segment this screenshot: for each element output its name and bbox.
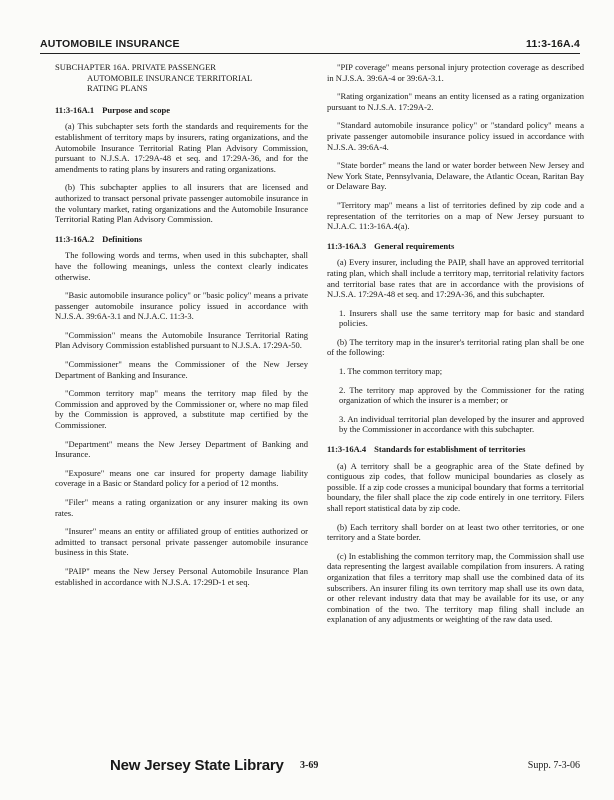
header-rule [40, 53, 580, 54]
definition: "PAIP" means the New Jersey Personal Automobile Insurance Plan established in accordance with N.J.S.A. 17:29D-1 et seq. [55, 565, 308, 587]
section-number: 11:3-16A.1 [55, 104, 95, 115]
list-item: 3. An individual territorial plan developed by the insurer and approved by the Commissioner in accordance with this subchapter. [339, 413, 584, 435]
page-footer [0, 757, 614, 787]
section-title: General requirements [374, 240, 455, 251]
definition: "Filer" means a rating organization or any insurer making its own rates. [55, 497, 308, 518]
running-header [40, 38, 580, 50]
section-title: Purpose and scope [102, 104, 171, 115]
subchapter-title-line1: SUBCHAPTER 16A. PRIVATE PASSENGER [55, 62, 217, 72]
left-column [55, 62, 308, 595]
library-watermark: New Jersey State Library [110, 757, 284, 774]
list-item: 1. Insurers shall use the same territory map for basic and standard policies. [339, 307, 584, 329]
page-number: 3-69 [300, 760, 319, 771]
definition: "Commission" means the Automobile Insurance Territorial Rating Plan Advisory Commission established pursuant to N.J.S.A. 17:29A-50. [55, 329, 308, 351]
paragraph: (a) This subchapter sets forth the standards and requirements for the establishment of territory maps by insurers, rating organizations, and the Automobile Insurance Territorial Rating Plan Advisory Commission, pursuant to N.J.S.A. 17:29A-48 et seq. and 17:29A-36, and for the amendments to rating plans by insurers and rating organizations. [55, 121, 308, 174]
section-title: Standards for establishment of territories [374, 444, 526, 455]
paragraph: (b) Each territory shall border on at least two other territories, or one territory and a State border. [327, 521, 584, 543]
paragraph: (a) A territory shall be a geographic area of the State defined by contiguous zip codes, that follow municipal boundaries as closely as possible. If a zip code crosses a municipal boundary that forms a territorial boundary, the filer shall place the zip code entirely in one territory. Filers shall report statistical data by zip code. [327, 460, 584, 513]
definition: "Exposure" means one car insured for property damage liability coverage in a Basic or Standard policy for a period of 12 months. [55, 467, 308, 489]
paragraph: The following words and terms, when used in this subchapter, shall have the following meanings, unless the context clearly indicates otherwise. [55, 250, 308, 282]
header-chapter-title: AUTOMOBILE INSURANCE [40, 38, 180, 50]
definition: "Commissioner" means the Commissioner of the New Jersey Department of Banking and Insurance. [55, 359, 308, 380]
definition: "PIP coverage" means personal injury protection coverage as described in N.J.S.A. 39:6A-4 or 39:6A-3.1. [327, 62, 584, 83]
definition: "Standard automobile insurance policy" or "standard policy" means a private passenger automobile insurance policy issued in accordance with N.J.S.A. 39:6A-4. [327, 120, 584, 152]
definition: "Department" means the New Jersey Department of Banking and Insurance. [55, 438, 308, 460]
section-number: 11:3-16A.3 [327, 240, 367, 251]
section-heading-purpose [55, 105, 308, 116]
paragraph: (b) This subchapter applies to all insurers that are licensed and authorized to transact personal private passenger automobile insurance in the voluntary market, rating organizations and the Automobile Insurance Territorial Rating Plan Advisory Commission. [55, 182, 308, 225]
definition: "Common territory map" means the territory map filed by the Commission and approved by the Commissioner or, where no map filed by the Commission is approved, a substitute map certified by the Commissioner. [55, 388, 308, 431]
right-column [327, 62, 584, 633]
section-heading-definitions [55, 234, 308, 245]
section-heading-general-requirements [327, 241, 584, 252]
definition: "Insurer" means an entity or affiliated group of entities authorized or admitted to transact personal private passenger automobile insurance business in this State. [55, 526, 308, 558]
header-section-number: 11:3-16A.4 [526, 38, 580, 50]
paragraph: (b) The territory map in the insurer's territorial rating plan shall be one of the following: [327, 336, 584, 358]
section-title: Definitions [102, 233, 143, 244]
section-number: 11:3-16A.4 [327, 444, 367, 455]
definition: "State border" means the land or water border between New Jersey and New York State, Pennsylvania, Delaware, the Atlantic Ocean, Raritan Bay or Delaware Bay. [327, 160, 584, 192]
list-item: 1. The common territory map; [339, 366, 443, 377]
section-heading-standards [327, 444, 584, 455]
supplement-date: Supp. 7-3-06 [527, 760, 580, 771]
subchapter-title-line3: RATING PLANS [87, 83, 148, 94]
subchapter-title [55, 62, 308, 94]
definition: "Territory map" means a list of territories defined by zip code and a representation of the territories on a map of New Jersey pursuant to N.J.A.C. 11:3-16A.4(a). [327, 199, 584, 232]
definition: "Basic automobile insurance policy" or "basic policy" means a private passenger automobile insurance policy issued in accordance with N.J.S.A. 39:6A-3.1 and N.J.A.C. 11:3-3. [55, 290, 308, 322]
subchapter-title-line2: AUTOMOBILE INSURANCE TERRITORIAL [87, 72, 253, 83]
paragraph: (a) Every insurer, including the PAIP, shall have an approved territorial rating plan, which shall include a territory map, territorial relativity factors and territorial base rates that are in accordance with the provisions of N.J.S.A. 17:29A-48 et seq. and 17:29A-36, and this subchapter. [327, 257, 584, 300]
paragraph: (c) In establishing the common territory map, the Commission shall use data representing the largest available compilation from insurers. A rating organization that files a territory map shall use the combined data of its subscribers. An insurer filing its own territory map shall use its own data, or other relevant industry data that may be available for its use, or any combination of the two. The territory map filing shall include an explanation of any adjustments or weighting of the raw data used. [327, 550, 584, 625]
definition: "Rating organization" means an entity licensed as a rating organization pursuant to N.J.S.A. 17:29A-2. [327, 91, 584, 112]
list-item: 2. The territory map approved by the Commissioner for the rating organization of which the insurer is a member; or [339, 384, 584, 406]
section-number: 11:3-16A.2 [55, 233, 95, 244]
